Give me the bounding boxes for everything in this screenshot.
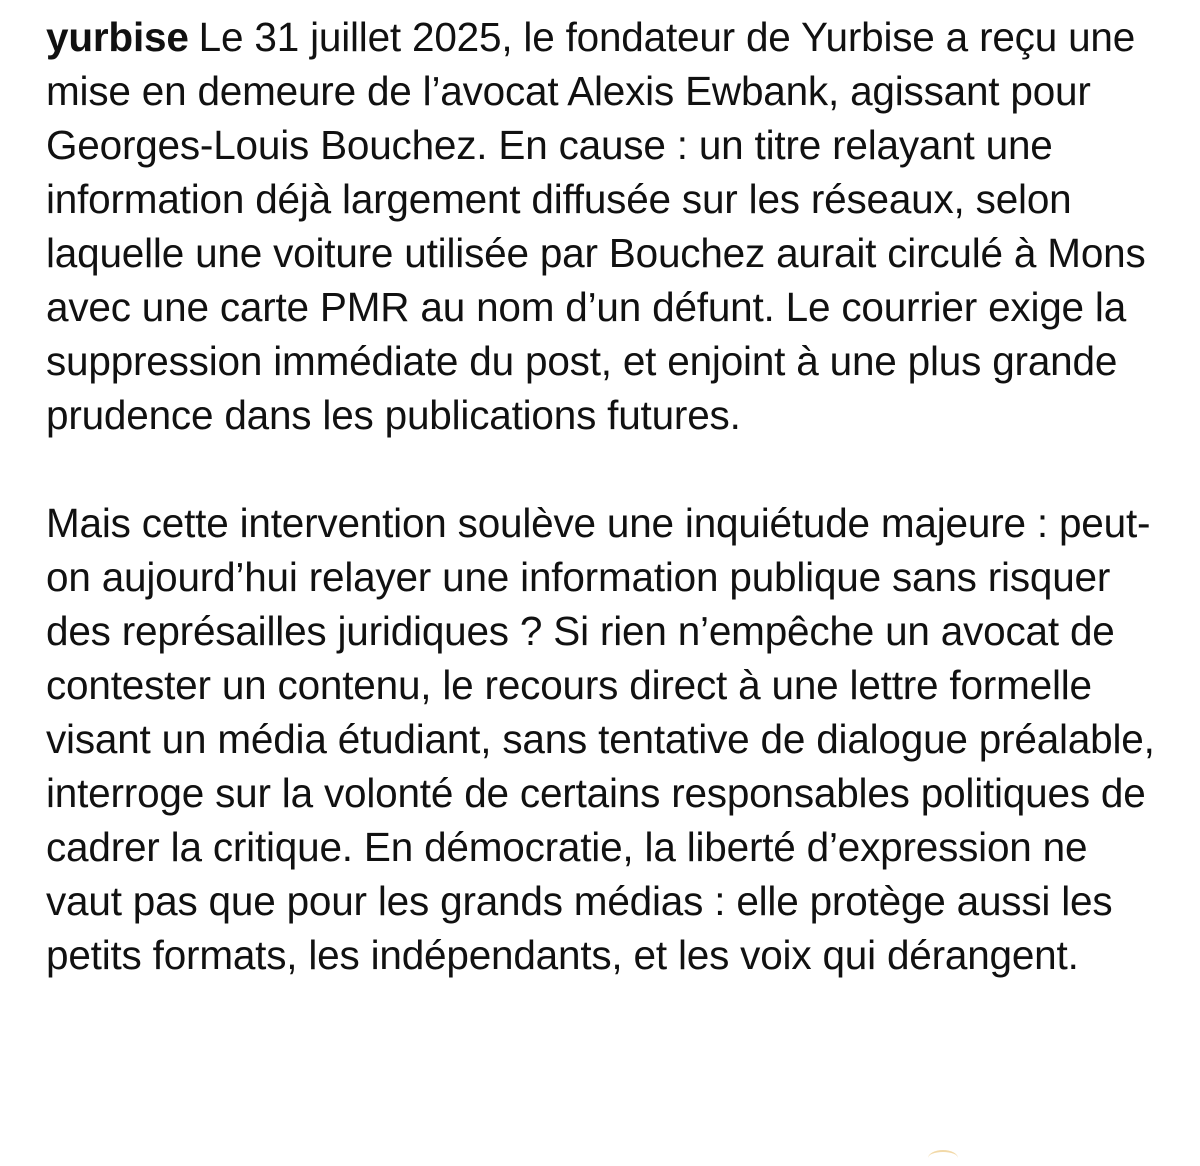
username-link[interactable]: yurbise: [46, 14, 189, 60]
more-indicator-icon: [928, 1150, 958, 1166]
caption-text-1: Le 31 juillet 2025, le fondateur de Yurbise a reçu une mise en demeure de l’avocat Alexis Ewbank, agissant pour Georges-Louis Bouchez. En cause : un titre relayant une information déjà largement diffusée sur les réseaux, selon laquelle une voiture utilisée par Bouchez aurait circulé à Mons avec une carte PMR au nom d’un défunt. Le courrier exige la suppression immédiate du post, et enjoint à une plus grande prudence dans les publications futures.: [46, 14, 1146, 438]
caption-paragraph-2: Mais cette intervention soulève une inquiétude majeure : peut-on aujourd’hui relayer une information publique sans risquer des représailles juridiques ? Si rien n’empêche un avocat de contester un contenu, le recours direct à une lettre formelle visant un média étudiant, sans tentative de dialogue préalable, interroge sur la volonté de certains responsables politiques de cadrer la critique. En démocratie, la liberté d’expression ne vaut pas que pour les grands médias : elle protège aussi les petits formats, les indépendants, et les voix qui dérangent.: [46, 500, 1155, 978]
caption-paragraph-1: [46, 10, 1156, 442]
post-caption: [46, 10, 1156, 982]
